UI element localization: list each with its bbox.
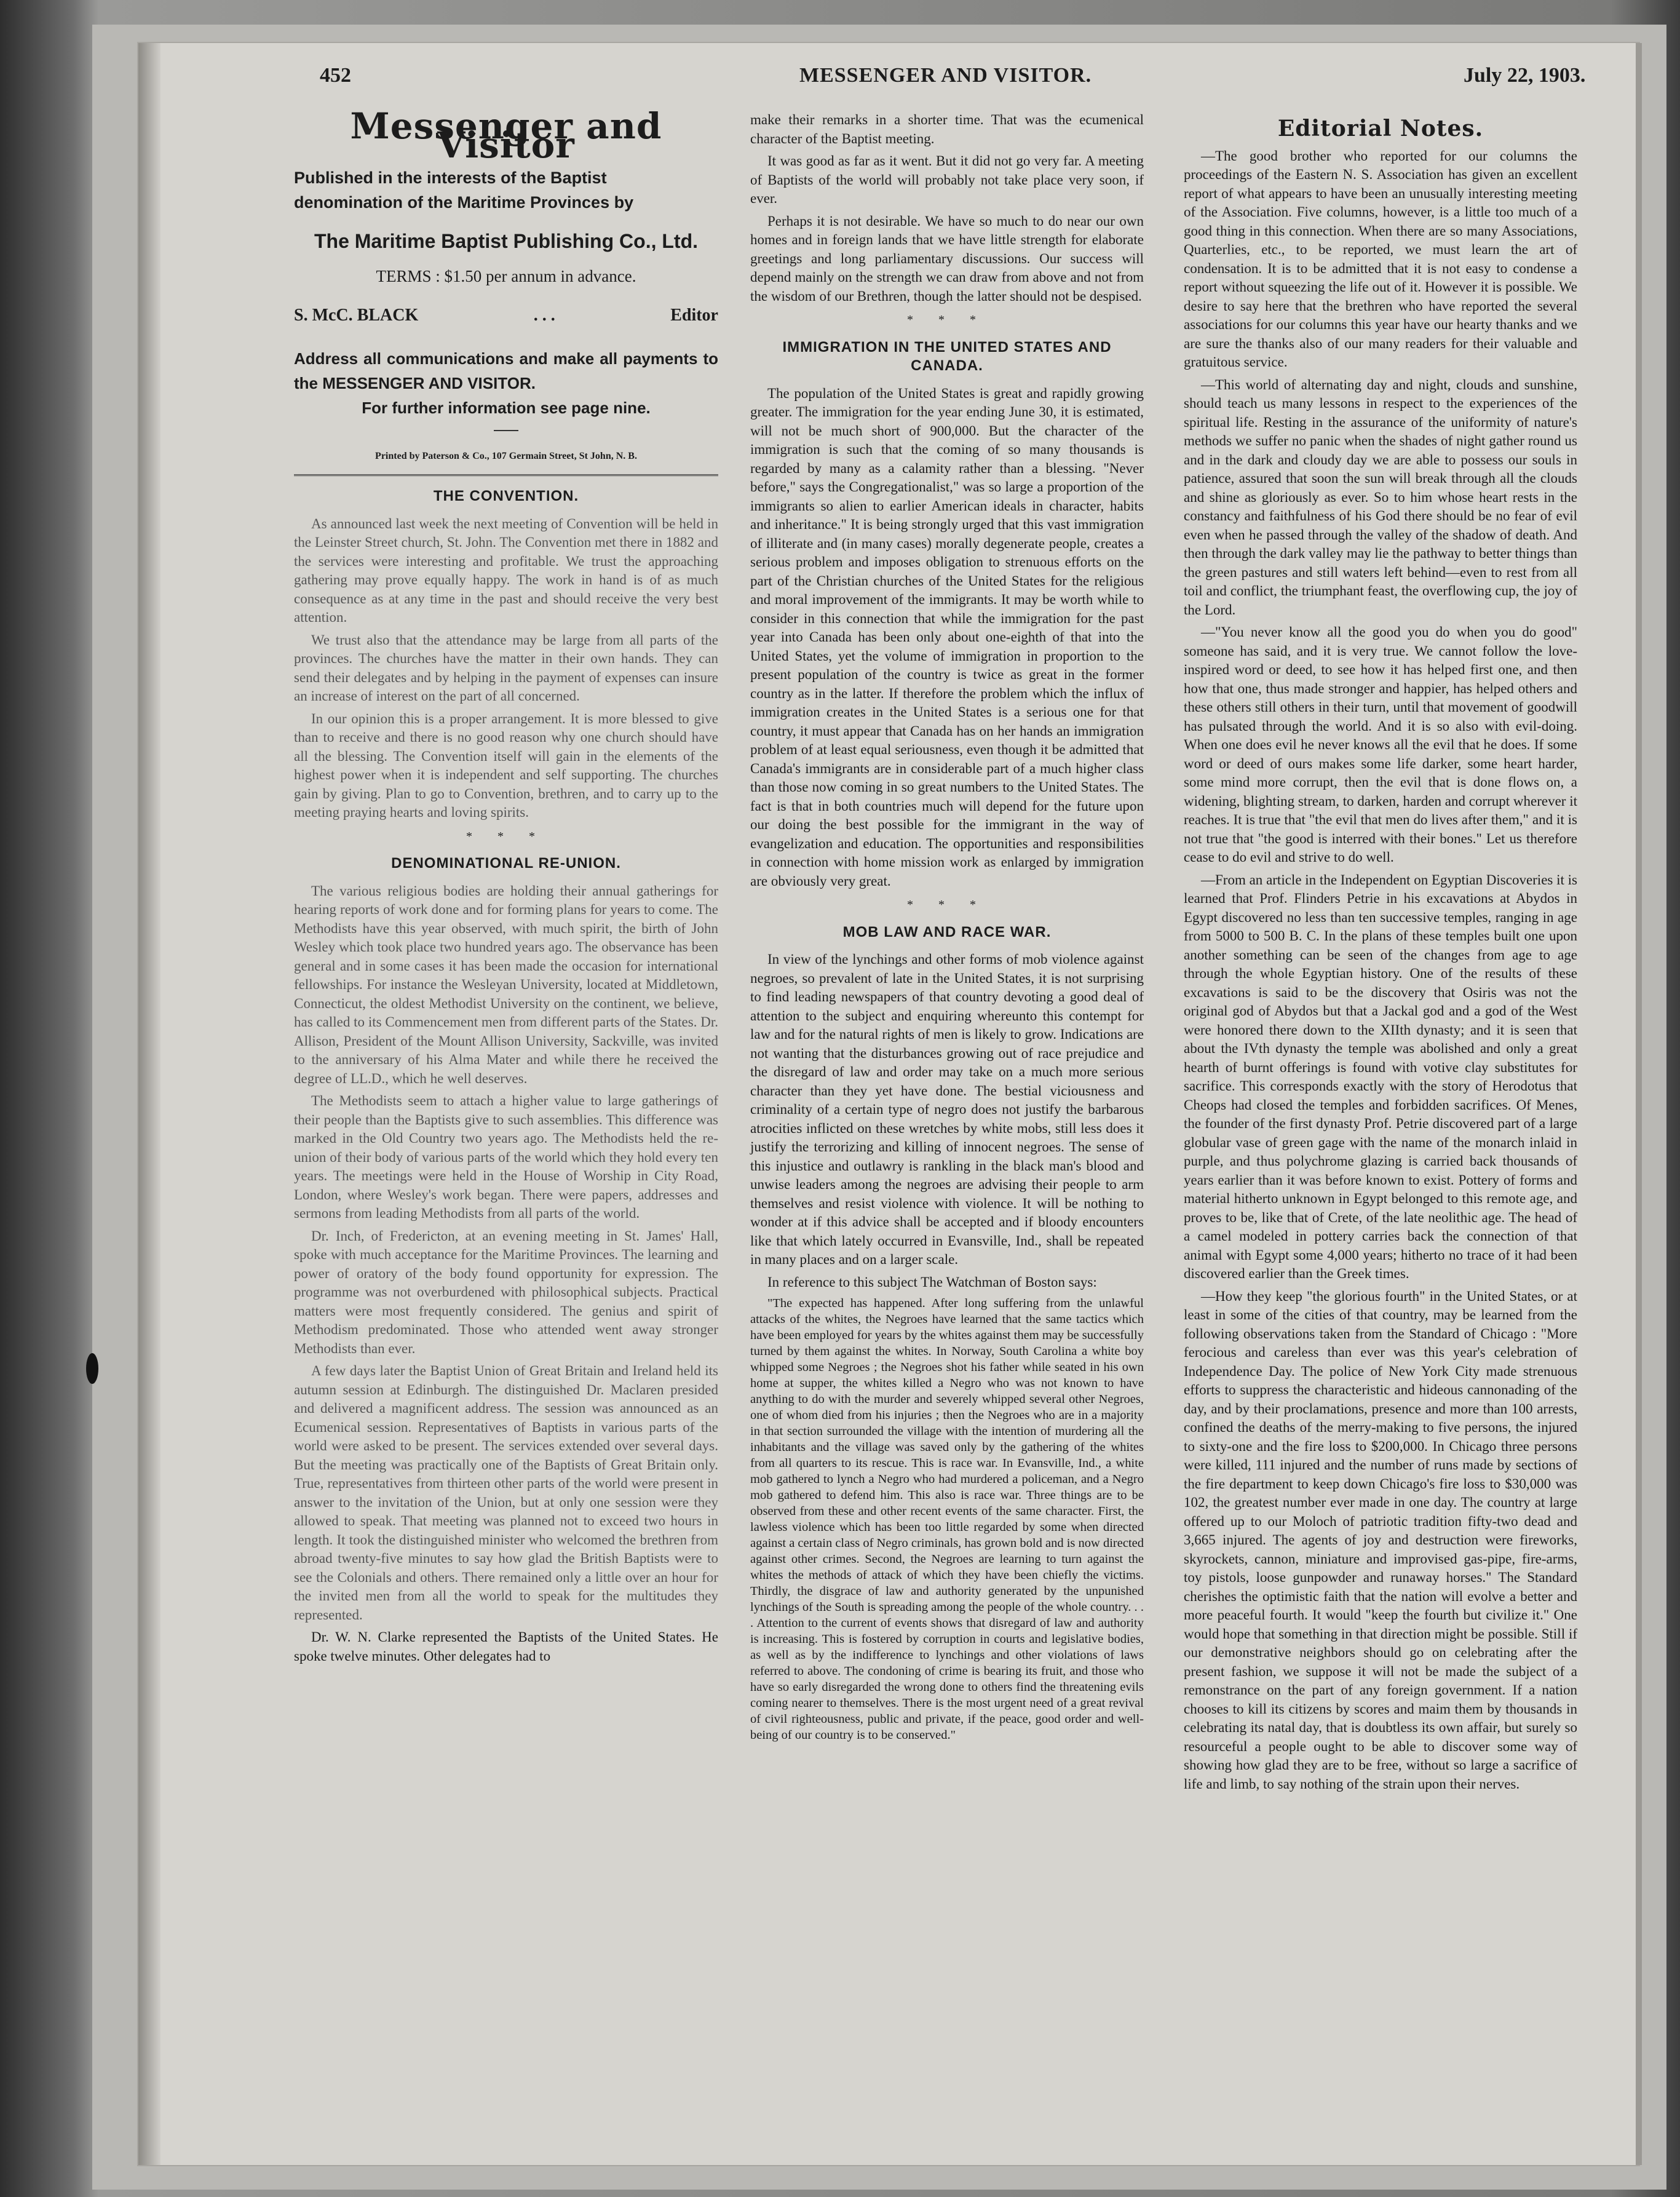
column-2	[750, 111, 1144, 1747]
article-title-immigration: IMMIGRATION IN THE UNITED STATES AND CANADA.	[782, 338, 1112, 374]
masthead-title: Messenger and Visitor	[350, 105, 662, 166]
ink-blot	[86, 1353, 98, 1384]
running-head: MESSENGER AND VISITOR.	[799, 64, 1092, 87]
article-title-convention: THE CONVENTION.	[433, 488, 579, 504]
paragraph: A few days later the Baptist Union of Great Britain and Ireland held its autumn session at Edinburgh. The distinguished Dr. Maclaren presided and delivered a magnificent address. The session was announced as an Ecumenical session. Representatives of Baptists in various parts of the world were asked to be present. The services extended over several days. But the meeting was practically one of the Baptists of Great Britain only. True, representatives from thirteen other parts of the world were present in answer to the invitation of the Union, but at only one session were they allowed to speak. That meeting was planned not to exceed two hours in length. It took the distinguished minister who welcomed the brethren from abroad twenty-five minutes to say how glad the British Baptists were to see the Colonials and others. There remained only a little over an hour for the invited men from all the world to speak for the multitudes they represented.	[294, 1363, 718, 1623]
paragraph: It was good as far as it went. But it did not go very far. A meeting of Baptists of the world will probably not take place very soon, if ever.	[750, 153, 1144, 206]
editor-role: Editor	[670, 306, 718, 325]
article-title-mob-law: MOB LAW AND RACE WAR.	[842, 923, 1052, 940]
section-separator: * * *	[907, 313, 987, 327]
paragraph: make their remarks in a shorter time. That was the ecumenical character of the Baptist meeting.	[750, 112, 1144, 146]
paragraph: The Methodists seem to attach a higher value to large gatherings of their people than the Baptists give to such assemblies. This difference was marked in the Old Country two years ago. The Methodists held the re-union of their body of various parts of the world which they hold every ten years. The meetings were held in the House of Worship in City Road, London, where Wesley's work began. There were papers, addresses and sermons from leading Methodists from all parts of the world.	[294, 1093, 718, 1221]
binding-shadow	[138, 43, 160, 2165]
paragraph: Dr. W. N. Clarke represented the Baptists of the United States. He spoke twelve minutes. Other delegates had to	[294, 1629, 718, 1664]
further-info: For further information see page nine.	[362, 398, 651, 417]
address-line: Address all communications and make all payments to the MESSENGER AND VISITOR.	[294, 349, 718, 392]
paragraph: In view of the lynchings and other forms of mob violence against negroes, so prevalent of late in the United States, it is not surprising to find leading newspapers of that country devoting a good deal of attention to the subject and enquiring whereunto this contempt for law and for the natural rights of men is likely to grow. Indications are not wanting that the disturbances growing out of race prejudice and the disregard of law and order may take on a much more serious character than they yet have done. The bestial viciousness and criminality of a certain type of negro does not justify the barbarous atrocities inflicted on these wretches by white mobs, still less does it justify the terrorizing and killing of innocent negroes. The sense of this injustice and outlawry is rankling in the black man's blood and unwise leaders among the negroes are advising their people to arm themselves and resist violence with violence. It will be nothing to wonder at if this advice shall be accepted and if bloody encounters like that which lately occurred in Evansville, Ind., shall be repeated in many places and on a larger scale.	[750, 952, 1144, 1267]
paragraph: —This world of alternating day and night, clouds and sunshine, should teach us many lessons in respect to the experiences of the spiritual life. Resting in the assurance of the uniformity of nature's methods we suffer no panic when the shades of night gather round us and in the dark and cloudy day we are able to possess our souls in patience, assured that soon the sun will break through all the clouds and shine as gloriously as ever. So to him whose heart rests in the constancy and faithfulness of his God there should be no fear of evil even when he passed through the valley of the shadow of death. And then through the dark valley may lie the pathway to better things than the green pastures and still waters left behind—even to rest from all toil and conflict, the triumphant feast, the overflowing cup, the joy of the Lord.	[1184, 376, 1577, 618]
published-line: Published in the interests of the Baptist denomination of the Maritime Provinces by	[294, 169, 634, 212]
printer-line: Printed by Paterson & Co., 107 Germain Street, St John, N. B.	[375, 450, 637, 461]
paragraph: —From an article in the Independent on Egyptian Discoveries it is learned that Prof. Flinders Petrie in his excavations at Abydos in Egypt discovered no less than ten successive temples, ranging in age from 5000 to 500 B. C. In the plans of these temples built one upon another something can be seen of the changes from age to age through the whole Egyptian history. One of the results of these excavations is said to be the discovery that Osiris was not the original god of Abydos but that a Jackal god and a god of the West were honored there down to the XIIth dynasty; and it is seen that about the IVth dynasty the temple was abolished and only a great hearth of burnt offerings is found with votive clay substitutes for sacrifice. This corresponds exactly with the story of Herodotus that Cheops had closed the temples and forbidden sacrifices. Of Menes, the founder of the first dynasty Prof. Petrie discovered part of a large globular vase of green gage with the name of the monarch inlaid in purple, and thus polychrome glazing is carried back thousands of years earlier than it was before known to exist. Pottery of forms and material hitherto unknown in Egypt belonged to this remote age, and proves to be, like that of Crete, of the late neolithic age. The head of a camel modeled in pottery carries back the connection of that animal with Egypt some 4,000 years; hitherto no trace of it had been discovered earlier than the Greek times.	[1184, 872, 1577, 1281]
page-number: 452	[320, 64, 351, 87]
paragraph: The various religious bodies are holding their annual gatherings for hearing reports of work done and for forming plans for years to come. The Methodists have this year observed, with much spirit, the birth of John Wesley which took place two hundred years ago. The observance has been general and in some cases it has been made the occasion for international fellowships. For instance the Wesleyan University, located at Middletown, Connecticut, the oldest Methodist University on the continent, we believe, has called to its Commencement men from different parts of the States. Dr. Allison, President of the Mount Allison University, Sackville, was invited to the anniversary of his Alma Mater and while there he received the degree of LL.D., which he well deserves.	[294, 883, 718, 1086]
paragraph: —The good brother who reported for our columns the proceedings of the Eastern N. S. Association has given an excellent report of what appears to have been an unusually interesting meeting of the Association. Five columns, however, is a little too much of a good thing in this connection. When there are so many Associations, Quarterlies, etc., to be reported, we must learn the art of condensation. It is to be admitted that it is not easy to condense a report without squeezing the life out of it. However it is possible. We desire to say here that the brethren who have reported the several associations for our columns this year have our hearty thanks and we are sure the thanks also of our many readers for their valuable and gratuitous service.	[1184, 148, 1577, 370]
article-title-reunion: DENOMINATIONAL RE-UNION.	[391, 855, 621, 872]
section-separator: * * *	[466, 829, 546, 843]
paragraph: We trust also that the attendance may be large from all parts of the provinces. The churches have the matter in their own hands. They can send their delegates and by helping in the payment of expenses can insure an increase of interest on the part of all concerned.	[294, 632, 718, 704]
editorial-notes-title: Editorial Notes.	[1277, 116, 1484, 141]
column-3	[1184, 111, 1577, 1797]
article-convention	[294, 515, 718, 822]
paragraph: The population of the United States is great and rapidly growing greater. The immigration for the year ending June 30, it is estimated, will not be much short of 900,000. But the character of the immigration is such that the coming of so many thousands is regarded by many as a calamity rather than a blessing. "Never before," says the Congregationalist," was so large a proportion of the immigrants so alien to earlier American ideals in character, habits and inheritance." It is being strongly urged that this vast immigration of illiterate and (in many cases) morally degenerate people, creates a serious problem and imposes obligation to strenuous efforts on the part of the Christian churches of the United States for the religious and moral improvement of the immigrants. It may be worth while to consider in this connection that while the immigration for the past year into Canada has been only about one-eighth of that into the United States, yet the volume of immigration in proportion to the present population of the country is twice as great in the former country as in the latter. If therefore the problem which the influx of immigration creates in the United States is a serious one for that country, it must appear that Canada has on her hands an immigration problem of at least equal seriousness, even though it be admitted that Canada's immigrants are in considerable part of a much higher class than those now coming in so great numbers to the United States. The fact is that in both countries much will depend for the future upon our doing the best possible for the immigrant in the way of evangelization and education. The opportunities and responsibilities in connection with home mission work as enlarged by immigration are obviously very great.	[750, 385, 1144, 889]
editor-name: S. McC. BLACK	[294, 306, 419, 325]
right-edge-shadow	[1636, 43, 1642, 2165]
paragraph: Perhaps it is not desirable. We have so much to do near our own homes and in foreign lands that we have little strength for elaborate greetings and long parliamentary discussions. Our success will depend mainly on the strength we can draw from above and not from the wisdom of our Brethren, though the latter should not be despised.	[750, 213, 1144, 304]
paragraph: In our opinion this is a proper arrangement. It is more blessed to give than to receive and there is no good reason why one church should have all the blessing. The Convention itself will gain in the elements of the highest power when it is independent and self supporting. The churches gain by giving. Plan to go to Convention, brethren, and to carry up to the meeting praying hearts and loving spirits.	[294, 710, 718, 820]
editor-line	[294, 306, 718, 325]
publisher-company: The Maritime Baptist Publishing Co., Ltd.	[314, 230, 698, 252]
paragraph: As announced last week the next meeting of Convention will be held in the Leinster Street church, St. John. The Convention met there in 1882 and the services were interesting and profitable. We trust the approaching gathering may prove equally happy. The work in hand is of as much consequence as at any time in the past and should receive the very best attention.	[294, 515, 718, 625]
paragraph: Dr. Inch, of Fredericton, at an evening meeting in St. James' Hall, spoke with much acceptance for the Maritime Provinces. The learning and power of oratory of the body found opportunity for expression. The programme was not overburdened with philosophical subjects. Practical matters were most frequently considered. The genius and spirit of Methodism predominated. Those who attended went away stronger Methodists than ever.	[294, 1228, 718, 1356]
section-separator: * * *	[907, 898, 987, 912]
short-rule	[494, 430, 518, 431]
column-1	[294, 105, 718, 1669]
issue-date: July 22, 1903.	[1464, 64, 1586, 87]
block-quote: "The expected has happened. After long suffering from the unlawful attacks of the whites, the Negroes have learned that the same tactics which have been employed for years by the whites against them may be successfully turned by them against the whites. In Norway, South Carolina a white boy whipped some Negroes ; the Negroes shot his father while seated in his own home at supper, the whites killed a Negro who was not known to have anything to do with the murder and severely whipped several other Negroes, one of whom died from his injuries ; then the Negroes who are in a majority in that section surrounded the village with the intention of murdering all the inhabitants and the village was saved only by the gathering of the whites from all quarters to its rescue. This is race war. In Evansville, Ind., a white mob gathered to lynch a Negro who had murdered a policeman, and a Negro mob gathered to defend him. This also is race war. Three things are to be observed from these and other recent events of the same character. First, the lawless violence which has been too little regarded by some when directed against a certain class of Negro criminals, has grown bold and is now directed against other crimes. Second, the Negroes are learning to turn against the whites the methods of attack of which they have been chiefly the victims. Thirdly, the disgrace of law and authority generated by the unpunished lynchings of the South is spreading among the people of the whole country. . . . Attention to the current of events shows that disregard of law and authority is increasing. This is fostered by corruption in courts and legislative bodies, as well as by the indifference to lynchings and other violations of laws referred to above. The condoning of crime is bearing its fruit, and those who have so early disregarded the wrong done to others find the threatening evils coming nearer to themselves. There is the most urgent need of a great revival of civil righteousness, public and private, if the peace, good order and well-being of our country is to be conserved."	[750, 1297, 1144, 1742]
double-rule	[294, 474, 718, 476]
paragraph: —How they keep "the glorious fourth" in the United States, or at least in some of the cities of that country, may be learned from the following observations taken from the Standard of Chicago : "More ferocious and careless than ever was this year's celebration of Independence Day. The police of New York City made strenuous efforts to suppress the characteristic and hideous cannonading of the day, and by their proclamations, presence and more than 100 arrests, confined the deaths of the merry-making to five persons, the injured to sixty-one and the fire loss to $200,000. In Chicago three persons were killed, 111 injured and the number of runs made by sections of the fire department to keep down Chicago's fire loss to $30,000 was 102, the greatest number ever made in one day. The country at large offered up to our Moloch of patriotic tradition fifty-two dead and 3,665 injured. The agents of joy and destruction were fireworks, skyrockets, cannon, miniature and improvised gas-pipe, fire-arms, toy pistols, loose gunpowder and runaway horses." The Standard cherishes the optimistic faith that the nation will evolve a better and more peaceful fourth. It would "keep the fourth but civilize it." One would hope that something in that direction might be possible. Still if our demonstrative neighbors should go on celebrating after the present fashion, we suppose it will not be made the subject of a remonstrance on the part of any foreign government. If a nation chooses to kill its citizens by scores and maim them by thousands in celebrating its natal day, that is doubtless its own affair, but surely so resourceful a people ought to be able to discover some way of showing how glad they are to be free, without so large a sacrifice of life and limb, to say nothing of the strain upon their nerves.	[1184, 1288, 1577, 1792]
paragraph: —"You never know all the good you do when you do good" someone has said, and it is very true. We cannot follow the love-inspired word or deed, to see how it has helped first one, and then how that one, thus made stronger and happier, has helped others and these others still others in their turn, until that movement of goodwill has pulsated through the world. And it is so also with evil-doing. When one does evil he never knows all the evil that he does. If some word or deed of ours makes some life darker, some heart harder, some mind more corrupt, then the evil that is done flows on, a widening, blighting stream, to darken, harden and corrupt wherever it reaches. It is true that "the evil that men do lives after them," and it is not true that "the good is interred with their bones." Let us therefore cease to do evil and strive to do well.	[1184, 624, 1577, 865]
paragraph: In reference to this subject The Watchman of Boston says:	[767, 1274, 1097, 1290]
subscription-terms: TERMS : $1.50 per annum in advance.	[376, 266, 636, 285]
article-reunion	[294, 882, 718, 1625]
editor-dots: . . .	[533, 306, 555, 325]
